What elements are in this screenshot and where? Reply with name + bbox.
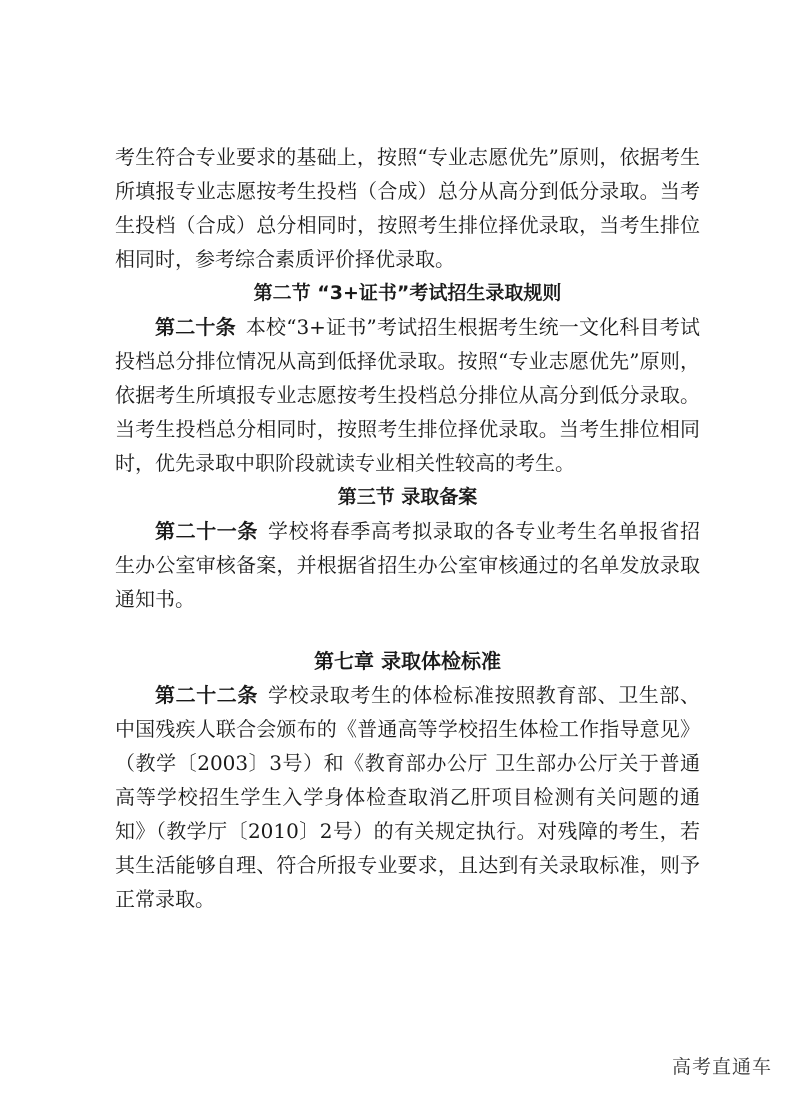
article-20 bbox=[115, 310, 700, 480]
article-20-label: 第二十条 bbox=[155, 315, 236, 339]
article-21-label: 第二十一条 bbox=[155, 519, 258, 543]
watermark: 高考直通车 bbox=[671, 1056, 772, 1078]
section-2-heading: 第二节 “3+证书”考试招生录取规则 bbox=[253, 282, 562, 304]
paragraph-admission-basis: 考生符合专业要求的基础上，按照“专业志愿优先”原则，依据考生所填报专业志愿按考生投档（合成）总分从高分到低分录取。当考生投档（合成）总分相同时，按照考生排位择优录取，当考生排位相同时，参考综合素质评价择优录取。 bbox=[115, 145, 700, 271]
article-22-label: 第二十二条 bbox=[155, 683, 258, 707]
article-21-text: 学校将春季高考拟录取的各专业考生名单报省招生办公室审核备案，并根据省招生办公室审核通过的名单发放录取通知书。 bbox=[115, 519, 700, 611]
chapter-7-heading: 第七章 录取体检标准 bbox=[314, 649, 501, 673]
article-22-text: 学校录取考生的体检标准按照教育部、卫生部、中国残疾人联合会颁布的《普通高等学校招生体检工作指导意见》（教学〔2003〕3号）和《教育部办公厅 卫生部办公厅关于普通高等学校招生学生入学身体检查取消乙肝项目检测有关问题的通知》（教学厅〔2010〕2号）的有关规定执行。对残障的考生，若其生活能够自理、符合所报专业要求，且达到有关录取标准，则予正常录取。 bbox=[115, 683, 700, 911]
article-22 bbox=[115, 678, 700, 916]
document-body bbox=[115, 140, 700, 916]
article-21 bbox=[115, 514, 700, 616]
section-3-heading: 第三节 录取备案 bbox=[337, 486, 478, 508]
article-20-text: 本校“3+证书”考试招生根据考生统一文化科目考试投档总分排位情况从高到低择优录取。按照“专业志愿优先”原则，依据考生所填报专业志愿按考生投档总分排位从高分到低分录取。 当考生投档总分相同时，按照考生排位择优录取。当考生排位相同时，优先录取中职阶段就读专业相关性较高的考生。 bbox=[115, 315, 700, 475]
